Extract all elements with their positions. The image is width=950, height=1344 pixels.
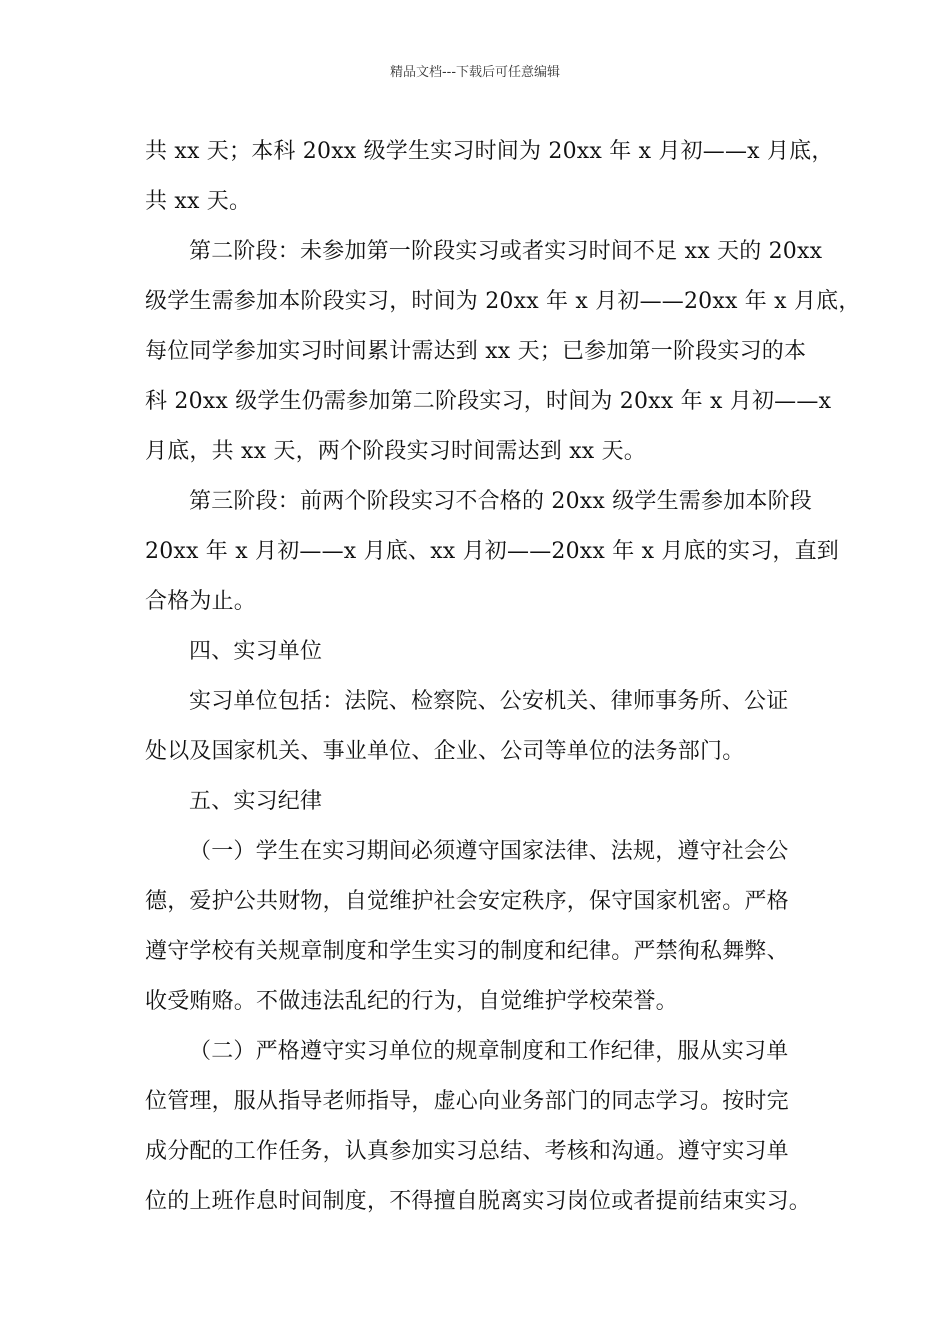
- paragraph-start-line: （一）学生在实习期间必须遵守国家法律、法规，遵守社会公: [189, 839, 789, 864]
- section-heading: 四、实习单位: [189, 639, 323, 664]
- text-line: 共 xx 天。: [145, 189, 252, 214]
- text-line: 遵守学校有关规章制度和学生实习的制度和纪律。严禁徇私舞弊、: [145, 939, 789, 964]
- text-line: 月底，共 xx 天，两个阶段实习时间需达到 xx 天。: [145, 439, 647, 464]
- text-line: 合格为止。: [145, 589, 257, 614]
- paragraph-start-line: （二）严格遵守实习单位的规章制度和工作纪律，服从实习单: [189, 1039, 789, 1064]
- text-line: 处以及国家机关、事业单位、企业、公司等单位的法务部门。: [145, 739, 745, 764]
- section-heading: 五、实习纪律: [189, 789, 323, 814]
- text-line: 成分配的工作任务，认真参加实习总结、考核和沟通。遵守实习单: [145, 1139, 789, 1164]
- text-line: 共 xx 天；本科 20xx 级学生实习时间为 20xx 年 x 月初——x 月底，: [145, 139, 834, 164]
- text-line: 每位同学参加实习时间累计需达到 xx 天；已参加第一阶段实习的本: [145, 339, 807, 364]
- text-line: 德，爱护公共财物，自觉维护社会安定秩序，保守国家机密。严格: [145, 889, 789, 914]
- text-line: 科 20xx 级学生仍需参加第二阶段实习，时间为 20xx 年 x 月初——x: [145, 389, 832, 414]
- text-line: 位的上班作息时间制度，不得擅自脱离实习岗位或者提前结束实习。: [145, 1189, 812, 1214]
- text-line: 位管理，服从指导老师指导，虚心向业务部门的同志学习。按时完: [145, 1089, 789, 1114]
- paragraph-start-line: 第二阶段：未参加第一阶段实习或者实习时间不足 xx 天的 20xx: [189, 239, 823, 264]
- paragraph-start-line: 实习单位包括：法院、检察院、公安机关、律师事务所、公证: [189, 689, 789, 714]
- text-line: 收受贿赂。不做违法乱纪的行为，自觉维护学校荣誉。: [145, 989, 678, 1014]
- document-body: [145, 127, 861, 1227]
- text-line: 级学生需参加本阶段实习，时间为 20xx 年 x 月初——20xx 年 x 月底，: [145, 289, 861, 314]
- text-line: 20xx 年 x 月初——x 月底、xx 月初——20xx 年 x 月底的实习，直到: [145, 539, 839, 564]
- page-header: 精品文档---下载后可任意编辑: [389, 65, 561, 80]
- paragraph-start-line: 第三阶段：前两个阶段实习不合格的 20xx 级学生需参加本阶段: [189, 489, 812, 514]
